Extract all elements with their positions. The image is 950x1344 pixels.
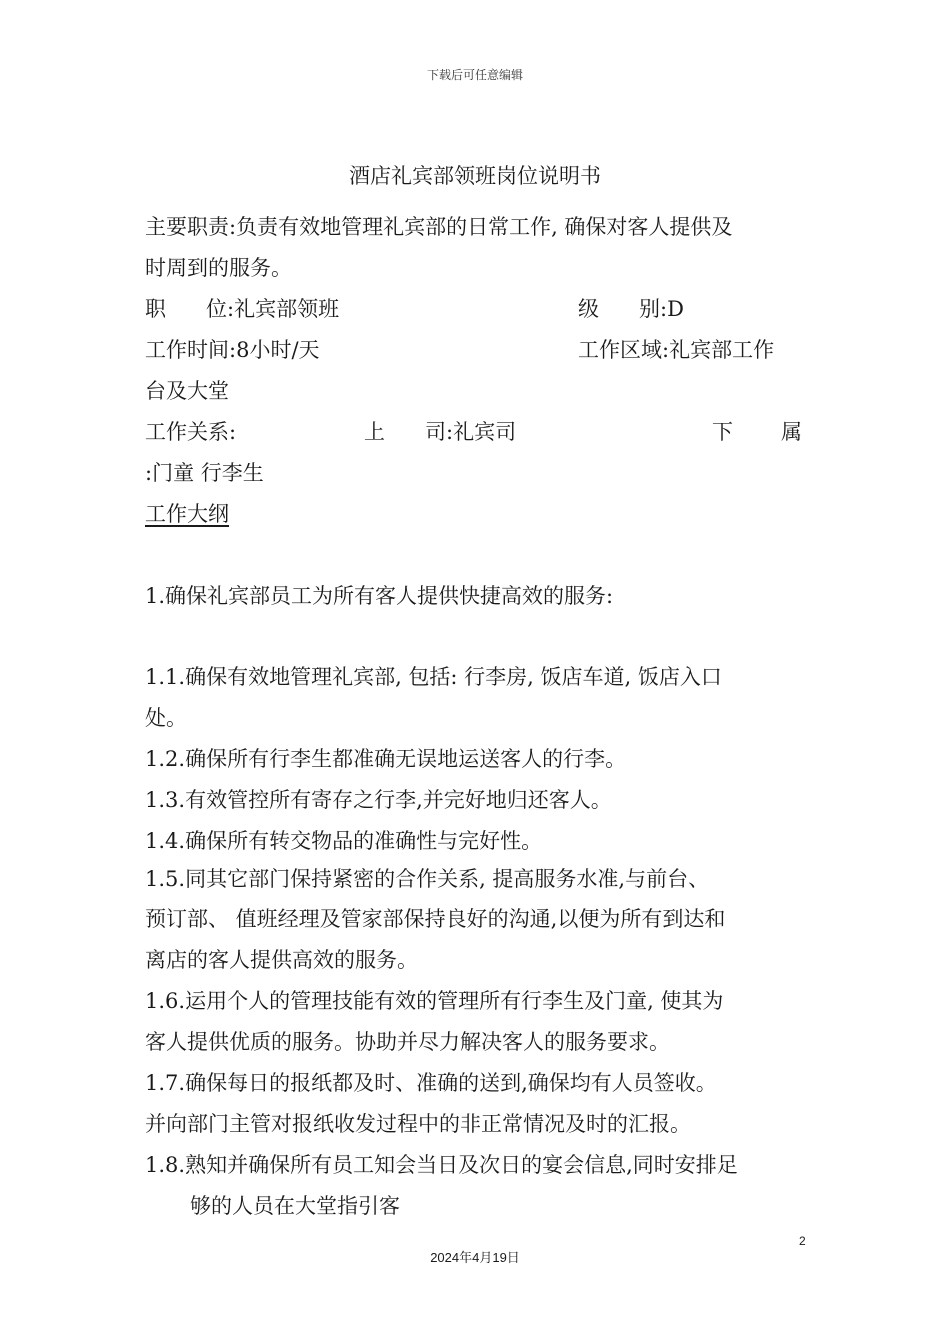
position-value: 礼宾部领班 xyxy=(234,297,340,321)
subordinate-value: :门童 行李生 xyxy=(145,461,264,485)
item-line: 1.3.有效管控所有寄存之行李,并完好地归还客人。 xyxy=(145,788,612,812)
area-label: 工作区域: xyxy=(578,338,670,362)
item-line: 并向部门主管对报纸收发过程中的非正常情况及时的汇报。 xyxy=(145,1112,691,1136)
superior-field xyxy=(364,416,516,446)
superior-value: 礼宾司 xyxy=(453,420,517,444)
item-line: 1.4.确保所有转交物品的准确性与完好性。 xyxy=(145,829,543,853)
section-1-heading: 1.确保礼宾部员工为所有客人提供快捷高效的服务: xyxy=(145,584,614,608)
item-line: 够的人员在大堂指引客 xyxy=(190,1194,400,1218)
relation-label: 工作关系: xyxy=(145,420,237,444)
hours-value: 8小时/天 xyxy=(236,338,320,362)
outline-heading: 工作大纲 xyxy=(145,502,229,526)
item-line: 1.8.熟知并确保所有员工知会当日及次日的宴会信息,同时安排足 xyxy=(145,1153,738,1177)
page-number: 2 xyxy=(799,1234,806,1248)
subordinate-char-2: 属 xyxy=(781,420,802,444)
item-line: 1.5.同其它部门保持紧密的合作关系, 提高服务水准,与前台、 xyxy=(145,867,710,891)
duty-line-2: 时周到的服务。 xyxy=(145,256,292,280)
item-line: 预订部、 值班经理及管家部保持良好的沟通,以便为所有到达和 xyxy=(145,907,726,931)
item-line: 1.6.运用个人的管理技能有效的管理所有行李生及门童, 使其为 xyxy=(145,989,724,1013)
page-header-note: 下载后可任意编辑 xyxy=(426,68,523,82)
position-label: 职 位: xyxy=(145,297,235,321)
duty-line-1: 主要职责:负责有效地管理礼宾部的日常工作, 确保对客人提供及 xyxy=(145,215,733,239)
item-line: 离店的客人提供高效的服务。 xyxy=(145,948,418,972)
item-line: 客人提供优质的服务。协助并尽力解决客人的服务要求。 xyxy=(145,1030,670,1054)
item-line: 1.2.确保所有行李生都准确无误地运送客人的行李。 xyxy=(145,747,627,771)
superior-label: 上 司: xyxy=(364,420,454,444)
subordinate-char-1: 下 xyxy=(712,420,733,444)
area-value-part1: 礼宾部工作 xyxy=(669,338,775,362)
area-value-part2: 台及大堂 xyxy=(145,379,229,403)
document-title: 酒店礼宾部领班岗位说明书 xyxy=(349,164,601,188)
item-line: 1.7.确保每日的报纸都及时、准确的送到,确保均有人员签收。 xyxy=(145,1071,717,1095)
item-line: 处。 xyxy=(145,706,187,730)
position-field xyxy=(145,293,339,323)
footer-date: 2024年4月19日 xyxy=(430,1250,520,1265)
level-value: D xyxy=(667,297,684,321)
level-label: 级 别: xyxy=(578,297,668,321)
item-line: 1.1.确保有效地管理礼宾部, 包括: 行李房, 饭店车道, 饭店入口 xyxy=(145,665,722,689)
level-field xyxy=(578,293,684,323)
hours-field xyxy=(145,334,320,364)
area-field xyxy=(578,334,774,364)
hours-label: 工作时间: xyxy=(145,338,237,362)
